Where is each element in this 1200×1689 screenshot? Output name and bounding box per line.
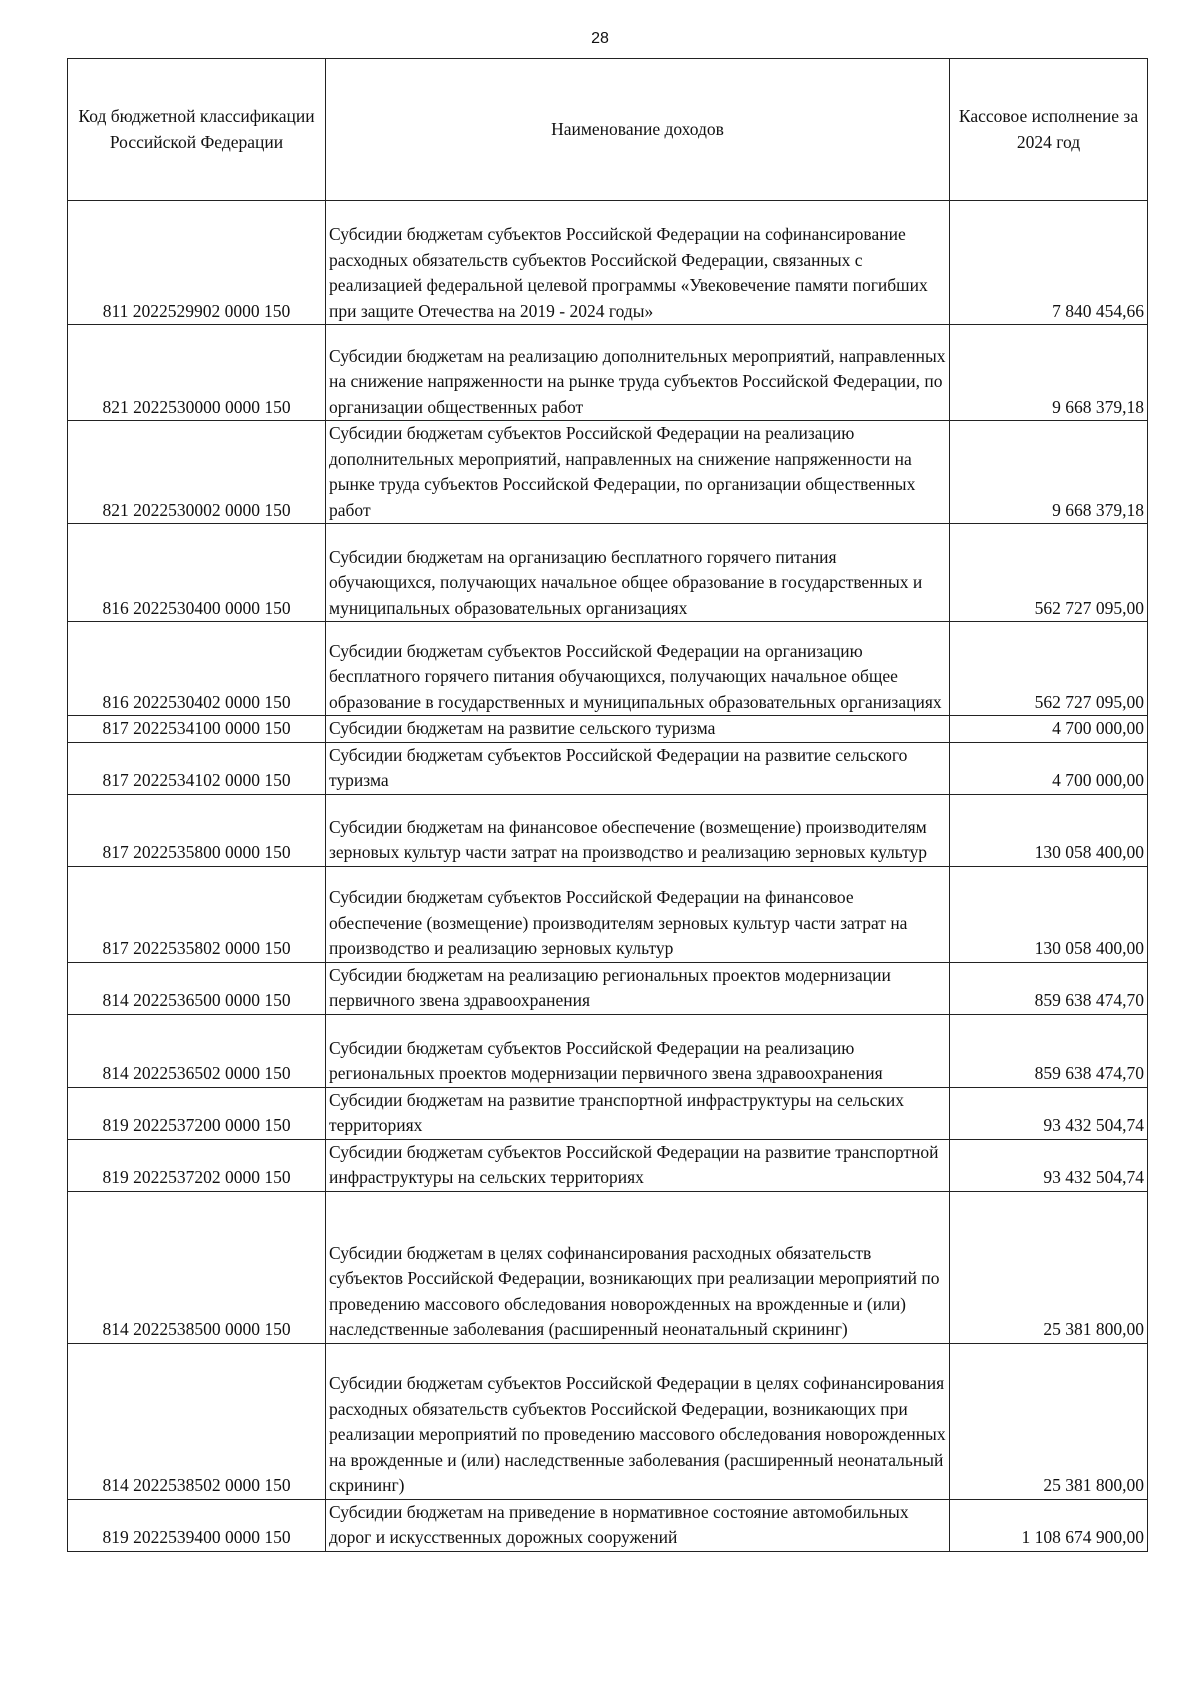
table-row [68,742,1148,794]
budget-code: 816 2022530402 0000 150 [68,622,326,716]
amount: 130 058 400,00 [950,866,1148,962]
budget-code: 814 2022538500 0000 150 [68,1191,326,1343]
budget-code: 819 2022537200 0000 150 [68,1087,326,1139]
budget-code: 817 2022535800 0000 150 [68,794,326,866]
revenue-name: Субсидии бюджетам на развитие сельского туризма [326,716,950,743]
budget-code: 814 2022536502 0000 150 [68,1014,326,1087]
amount: 4 700 000,00 [950,742,1148,794]
revenue-name: Субсидии бюджетам в целях софинансирования расходных обязательств субъектов Российской Федерации, возникающих при реализации мероприятий по проведению массового обследования новорожденных на врожденные и (или) наследственные заболевания (расширенный неонатальный скрининг) [326,1191,950,1343]
table-row [68,325,1148,421]
amount: 859 638 474,70 [950,1014,1148,1087]
budget-code: 814 2022536500 0000 150 [68,962,326,1014]
revenue-name: Субсидии бюджетам на приведение в нормативное состояние автомобильных дорог и искусственных дорожных сооружений [326,1499,950,1551]
table-row [68,794,1148,866]
table-row [68,716,1148,743]
budget-code: 814 2022538502 0000 150 [68,1343,326,1499]
revenue-name: Субсидии бюджетам субъектов Российской Федерации на софинансирование расходных обязательств субъектов Российской Федерации, связанных с реализацией федеральной целевой программы «Увековечение памяти погибших при защите Отечества на 2019 - 2024 годы» [326,201,950,325]
table-row [68,622,1148,716]
table-row [68,201,1148,325]
revenue-name: Субсидии бюджетам субъектов Российской Федерации в целях софинансирования расходных обязательств субъектов Российской Федерации, возникающих при реализации мероприятий по проведению массового обследования новорожденных на врожденные и (или) наследственные заболевания (расширенный неонатальный скрининг) [326,1343,950,1499]
revenue-name: Субсидии бюджетам на реализацию региональных проектов модернизации первичного звена здравоохранения [326,962,950,1014]
revenue-name: Субсидии бюджетам субъектов Российской Федерации на развитие сельского туризма [326,742,950,794]
revenue-name: Субсидии бюджетам субъектов Российской Федерации на реализацию региональных проектов модернизации первичного звена здравоохранения [326,1014,950,1087]
budget-code: 819 2022537202 0000 150 [68,1139,326,1191]
table-row [68,1087,1148,1139]
revenue-name: Субсидии бюджетам на финансовое обеспечение (возмещение) производителям зерновых культур части затрат на производство и реализацию зерновых культур [326,794,950,866]
amount: 130 058 400,00 [950,794,1148,866]
amount: 1 108 674 900,00 [950,1499,1148,1551]
revenue-name: Субсидии бюджетам на реализацию дополнительных мероприятий, направленных на снижение напряженности на рынке труда субъектов Российской Федерации, по организации общественных работ [326,325,950,421]
page-number: 28 [591,30,609,47]
budget-code: 817 2022534100 0000 150 [68,716,326,743]
table-row [68,1499,1148,1551]
header-cash-execution: Кассовое исполнение за 2024 год [950,59,1148,201]
table-row [68,866,1148,962]
amount: 93 432 504,74 [950,1087,1148,1139]
table-row [68,1343,1148,1499]
revenue-name: Субсидии бюджетам субъектов Российской Федерации на организацию бесплатного горячего питания обучающихся, получающих начальное общее образование в государственных и муниципальных образовательных организациях [326,622,950,716]
table-header-row [68,59,1148,201]
amount: 25 381 800,00 [950,1343,1148,1499]
header-revenue-name: Наименование доходов [326,59,950,201]
revenue-table [67,58,1148,1552]
budget-code: 821 2022530002 0000 150 [68,421,326,524]
table-row [68,1191,1148,1343]
revenue-name: Субсидии бюджетам субъектов Российской Федерации на реализацию дополнительных мероприятий, направленных на снижение напряженности на рынке труда субъектов Российской Федерации, по организации общественных работ [326,421,950,524]
amount: 93 432 504,74 [950,1139,1148,1191]
budget-code: 817 2022534102 0000 150 [68,742,326,794]
header-budget-code: Код бюджетной классификации Российской Федерации [68,59,326,201]
table-row [68,962,1148,1014]
amount: 562 727 095,00 [950,524,1148,622]
revenue-name: Субсидии бюджетам на развитие транспортной инфраструктуры на сельских территориях [326,1087,950,1139]
amount: 9 668 379,18 [950,421,1148,524]
amount: 562 727 095,00 [950,622,1148,716]
budget-code: 811 2022529902 0000 150 [68,201,326,325]
revenue-name: Субсидии бюджетам на организацию бесплатного горячего питания обучающихся, получающих начальное общее образование в государственных и муниципальных образовательных организациях [326,524,950,622]
table-row [68,1014,1148,1087]
amount: 9 668 379,18 [950,325,1148,421]
table-row [68,524,1148,622]
revenue-name: Субсидии бюджетам субъектов Российской Федерации на финансовое обеспечение (возмещение) производителям зерновых культур части затрат на производство и реализацию зерновых культур [326,866,950,962]
amount: 859 638 474,70 [950,962,1148,1014]
table-row [68,421,1148,524]
amount: 7 840 454,66 [950,201,1148,325]
amount: 4 700 000,00 [950,716,1148,743]
table-row [68,1139,1148,1191]
budget-code: 819 2022539400 0000 150 [68,1499,326,1551]
budget-code: 817 2022535802 0000 150 [68,866,326,962]
budget-code: 821 2022530000 0000 150 [68,325,326,421]
amount: 25 381 800,00 [950,1191,1148,1343]
revenue-name: Субсидии бюджетам субъектов Российской Федерации на развитие транспортной инфраструктуры на сельских территориях [326,1139,950,1191]
budget-code: 816 2022530400 0000 150 [68,524,326,622]
